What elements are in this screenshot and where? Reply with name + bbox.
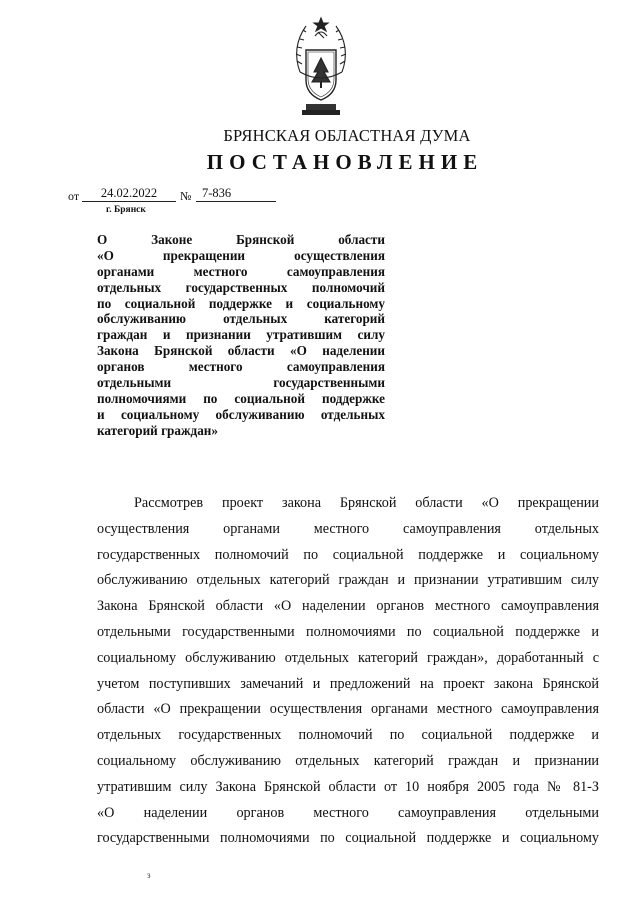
body-line: отдельными государственными полномочиями по социальной поддержке и (97, 623, 599, 640)
title-line: по социальной поддержке и социальному (97, 295, 385, 311)
coat-of-arms-icon (290, 14, 352, 118)
body-line: социальному обслуживанию отдельных категорий граждан», доработанный с (97, 649, 599, 666)
title-line: полномочиями по социальной поддержке (97, 390, 385, 406)
body-line: Рассмотрев проект закона Брянской области «О прекращении (134, 495, 599, 511)
body-line: осуществления органами местного самоуправления отдельных (97, 520, 599, 537)
body-line: утратившим силу Закона Брянской области от 10 ноября 2005 года № 81-З (97, 778, 599, 795)
body-line: государственных полномочий по социальной поддержке и социальному (97, 546, 599, 563)
page-mark: з (147, 870, 151, 880)
city: г. Брянск (106, 205, 146, 215)
title-line: обслуживанию отдельных категорий (97, 311, 385, 327)
document-title (97, 232, 385, 439)
body-line: учетом поступивших замечаний и предложений на проект закона Брянской (97, 675, 599, 692)
title-line: граждан и признании утратившим силу (97, 327, 385, 343)
number-label: № (180, 189, 192, 203)
title-line: «О прекращении осуществления (97, 247, 385, 263)
body-line: области «О прекращении осуществления органами местного самоуправления (97, 701, 599, 718)
body-paragraph (97, 491, 599, 852)
title-line: О Законе Брянской области (97, 232, 385, 247)
body-line: государственными полномочиями по социальной поддержке и социальному (97, 830, 599, 847)
body-line: Закона Брянской области «О наделении органов местного самоуправления (97, 598, 599, 615)
title-line: органов местного самоуправления (97, 359, 385, 375)
body-line: «О наделении органов местного самоуправления отдельными (97, 804, 599, 821)
organization-name: БРЯНСКАЯ ОБЛАСТНАЯ ДУМА (223, 126, 471, 145)
body-line: отдельных государственных полномочий по социальной поддержке и (97, 727, 599, 744)
body-line: социальному обслуживанию отдельных категорий граждан и признании (97, 752, 599, 769)
document-type: ПОСТАНОВЛЕНИЕ (206, 150, 484, 174)
title-line: органами местного самоуправления (97, 263, 385, 279)
document-date: 24.02.2022 (82, 186, 176, 202)
title-line: категорий граждан» (97, 422, 218, 438)
title-line: отдельными государственными (97, 375, 385, 391)
document-meta (68, 186, 308, 204)
title-line: и социальному обслуживанию отдельных (97, 406, 385, 422)
date-label: от (68, 189, 80, 203)
title-line: отдельных государственных полномочий (97, 279, 385, 295)
document-number: 7-836 (196, 186, 276, 202)
body-line: обслуживанию отдельных категорий граждан и признании утратившим силу (97, 572, 599, 589)
title-line: Закона Брянской области «О наделении (97, 343, 385, 359)
